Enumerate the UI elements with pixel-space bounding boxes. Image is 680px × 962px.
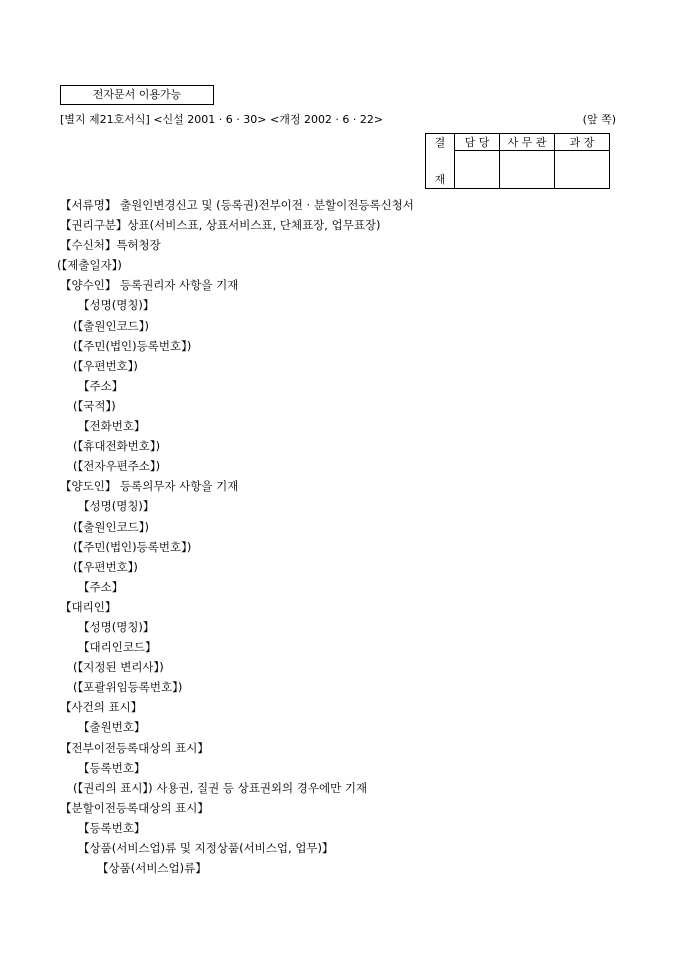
form-field-line: (【국적】) — [73, 398, 116, 413]
form-field-line: 【출원번호】 — [78, 720, 146, 735]
form-field-line: 【주소】 — [78, 579, 124, 594]
approval-sign-chief[interactable] — [555, 151, 610, 189]
form-field-line: 【등록번호】 — [78, 820, 146, 835]
form-identifier: [별지 제21호서식] <신설 2001 · 6 · 30> <개정 2002 · 6 · 22> — [60, 113, 384, 126]
form-field-line: 【대리인】 — [60, 599, 117, 614]
form-field-line: 【성명(명칭)】 — [78, 298, 155, 313]
form-field-line: 【주소】 — [78, 378, 124, 393]
approval-sign-officer[interactable] — [500, 151, 555, 189]
approval-col-staff: 담 당 — [455, 134, 500, 151]
form-field-line: 【사건의 표시】 — [60, 700, 143, 715]
form-field-line: (【주민(법인)등록번호】) — [73, 338, 192, 353]
page-side-label: (앞 쪽) — [582, 113, 616, 126]
approval-col-officer: 사 무 관 — [500, 134, 555, 151]
form-field-line: 【성명(명칭)】 — [78, 499, 155, 514]
approval-label-top: 결 — [434, 136, 446, 149]
form-field-line: (【지정된 변리사】) — [73, 660, 164, 675]
form-field-line: 【수신처】특허청장 — [60, 238, 161, 253]
form-field-line: (【우편번호】) — [73, 358, 138, 373]
form-field-line: 【등록번호】 — [78, 760, 146, 775]
form-field-line: 【분할이전등록대상의 표시】 — [60, 800, 209, 815]
form-field-line: 【권리구분】상표(서비스표, 상표서비스표, 단체표장, 업무표장) — [60, 218, 381, 233]
electronic-document-notice: 전자문서 이용가능 — [60, 85, 214, 105]
form-field-line: 【양수인】 등록권리자 사항을 기재 — [60, 278, 239, 293]
form-field-line: (【전자우편주소】) — [73, 459, 161, 474]
form-field-line: 【전부이전등록대상의 표시】 — [60, 740, 209, 755]
form-field-line: (【우편번호】) — [73, 559, 138, 574]
form-field-line: 【서류명】 출원인변경신고 및 (등록권)전부이전 · 분할이전등록신청서 — [60, 198, 414, 212]
form-field-line: (【출원인코드】) — [73, 519, 150, 534]
form-field-line: 【양도인】 등록의무자 사항을 기재 — [60, 479, 239, 494]
form-field-line: (【휴대전화번호】) — [73, 439, 161, 454]
form-field-line: (【출원인코드】) — [73, 318, 150, 333]
form-field-line: 【상품(서비스업)류】 — [97, 861, 207, 876]
form-field-line: (【포괄위임등록번호】) — [73, 680, 183, 695]
form-field-line: 【대리인코드】 — [78, 640, 157, 655]
form-field-line: 【상품(서비스업)류 및 지정상품(서비스업, 업무)】 — [78, 841, 334, 855]
approval-sign-staff[interactable] — [455, 151, 500, 189]
approval-label — [426, 134, 455, 189]
form-field-line: 【전화번호】 — [78, 419, 146, 434]
form-field-line: (【권리의 표시】) 사용권, 질권 등 상표권외의 경우에만 기재 — [73, 780, 368, 795]
form-field-list — [57, 195, 414, 878]
approval-label-bottom: 재 — [434, 173, 446, 186]
approval-table — [425, 133, 610, 189]
form-field-line: (【주민(법인)등록번호】) — [73, 539, 192, 554]
form-field-line: (【제출일자】) — [57, 258, 122, 273]
approval-col-chief: 과 장 — [555, 134, 610, 151]
form-field-line: 【성명(명칭)】 — [78, 619, 155, 634]
